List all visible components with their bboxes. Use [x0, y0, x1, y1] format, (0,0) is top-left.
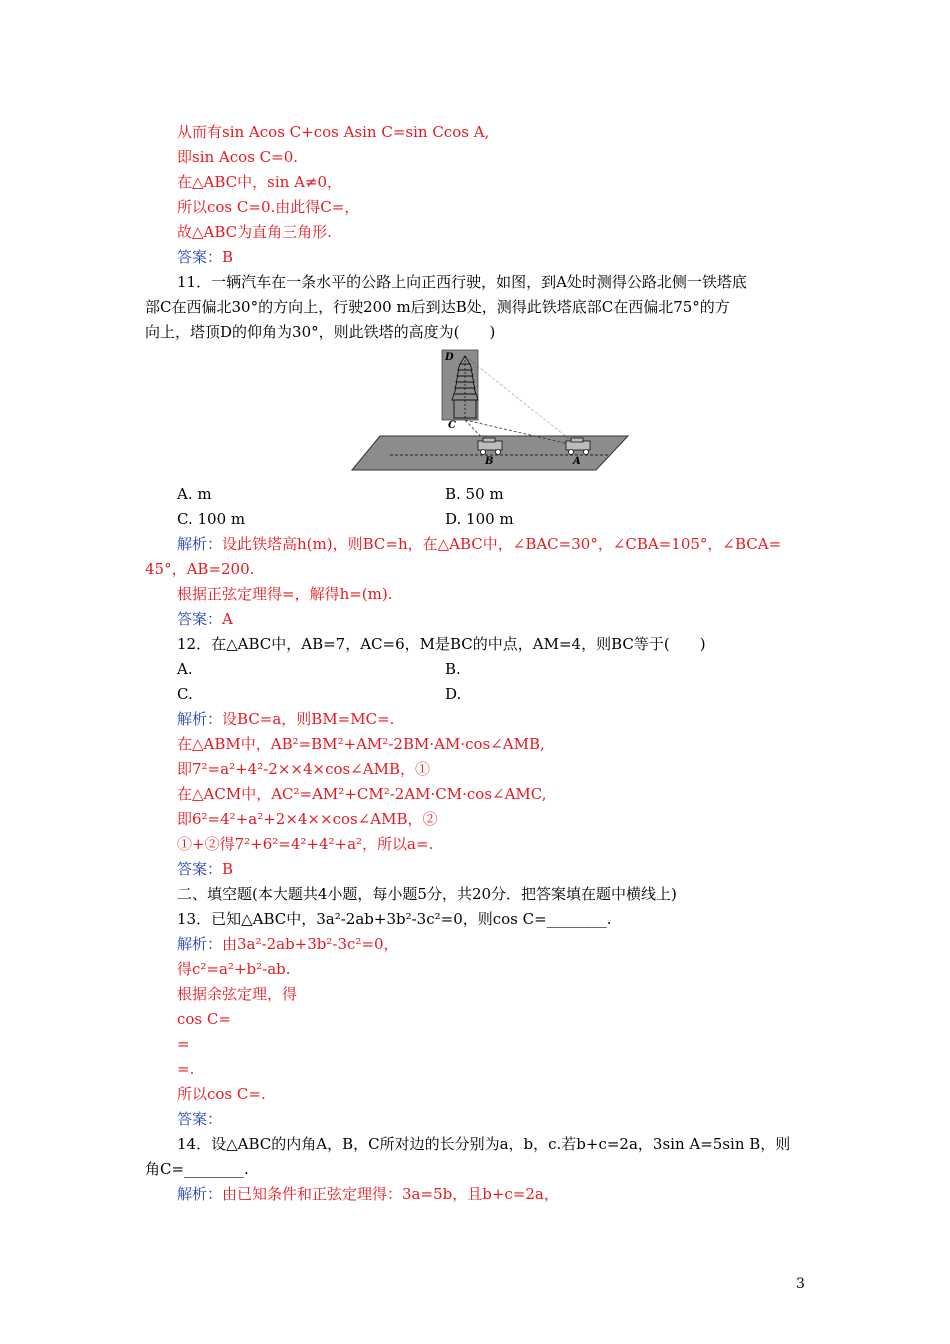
- text-line: [177, 509, 245, 529]
- text-line: [177, 784, 547, 804]
- text-line: [177, 659, 193, 679]
- answer-value: 设BC=a，则BM=MC=.: [222, 710, 395, 728]
- line-text: 即6²=4²+a²+2×4××cos∠AMB，②: [177, 810, 438, 828]
- text-line: [177, 684, 193, 704]
- text-line: [177, 759, 430, 779]
- text-line: [177, 222, 332, 242]
- text-line: [177, 122, 489, 142]
- line-text: A.: [177, 660, 193, 678]
- answer-value: B: [222, 248, 234, 266]
- answer-label: 解析：: [177, 710, 223, 728]
- answer-label: 解析：: [177, 1185, 223, 1203]
- line-text: 二、填空题(本大题共4小题，每小题5分，共20分．把答案填在题中横线上): [177, 885, 677, 903]
- line-text: 11．一辆汽车在一条水平的公路上向正西行驶，如图，到A处时测得公路北侧一铁塔底: [177, 273, 747, 291]
- label-b: B: [485, 456, 494, 467]
- answer-value: A: [222, 610, 233, 628]
- line-text: =.: [177, 1060, 195, 1078]
- text-line: [177, 584, 393, 604]
- text-line: [177, 1084, 266, 1104]
- line-text: D.: [445, 685, 462, 703]
- text-line: [445, 684, 461, 704]
- text-line: [177, 609, 233, 629]
- label-a: A: [573, 456, 581, 467]
- answer-label: 答案：: [177, 1110, 223, 1128]
- line-text: 根据正弦定理得=，解得h=(m).: [177, 585, 393, 603]
- text-line: [177, 172, 342, 192]
- text-line: [445, 509, 514, 529]
- line-text: C.: [177, 685, 193, 703]
- line-text: 在△ABC中，sin A≠0，: [177, 173, 343, 191]
- text-line: [145, 559, 254, 579]
- line-text: B.: [445, 660, 461, 678]
- line-text: 在△ABM中，AB²=BM²+AM²-2BM·AM·cos∠AMB,: [177, 735, 545, 753]
- text-line: [445, 484, 504, 504]
- line-text: cos C=: [177, 1010, 231, 1028]
- line-text: 从而有sin Acos C+cos Asin C=sin Ccos A,: [177, 123, 490, 141]
- line-text: 13．已知△ABC中，3a²-2ab+3b²-3c²=0，则cos C=________.: [177, 910, 612, 928]
- line-text: 故△ABC为直角三角形.: [177, 223, 332, 241]
- text-line: [177, 884, 677, 904]
- text-line: [177, 1134, 790, 1154]
- text-line: [177, 809, 437, 829]
- text-line: [177, 709, 394, 729]
- text-line: [145, 297, 730, 317]
- text-line: [177, 859, 233, 879]
- text-line: [177, 984, 297, 1004]
- line-text: 所以cos C=0.由此得C=，: [177, 198, 360, 216]
- text-line: [177, 934, 399, 954]
- text-line: [177, 1059, 194, 1079]
- line-text: A. m: [177, 485, 212, 503]
- text-line: [145, 322, 495, 342]
- page-number: 3: [796, 1276, 805, 1292]
- line-text: 部C在西偏北30°的方向上，行驶200 m后到达B处，测得此铁塔底部C在西偏北75°的方: [145, 298, 730, 316]
- sight-line-da: [465, 356, 578, 446]
- text-line: [177, 909, 611, 929]
- answer-label: 答案：: [177, 860, 223, 878]
- text-line: [177, 1109, 222, 1129]
- line-text: 在△ACM中，AC²=AM²+CM²-2AM·CM·cos∠AMC,: [177, 785, 547, 803]
- text-line: [445, 659, 461, 679]
- line-text: =: [177, 1035, 190, 1053]
- text-line: [177, 1184, 559, 1204]
- answer-label: 答案：: [177, 610, 223, 628]
- answer-value: B: [222, 860, 234, 878]
- text-line: [177, 272, 747, 292]
- line-text: 即sin Acos C=0.: [177, 148, 299, 166]
- answer-value: 由3a²-2ab+3b²-3c²=0，: [222, 935, 399, 953]
- text-line: [177, 197, 359, 217]
- label-c: C: [448, 420, 456, 431]
- line-text: 即7²=a²+4²-2××4×cos∠AMB，①: [177, 760, 430, 778]
- text-line: [177, 634, 706, 654]
- text-line: [177, 534, 781, 554]
- text-line: [177, 834, 433, 854]
- answer-label: 答案：: [177, 248, 223, 266]
- line-text: 根据余弦定理，得: [177, 985, 298, 1003]
- text-line: [145, 1159, 249, 1179]
- text-line: [177, 247, 233, 267]
- line-text: 45°，AB=200.: [145, 560, 255, 578]
- label-d: D: [445, 352, 454, 363]
- text-line: [177, 1009, 231, 1029]
- line-text: 14．设△ABC的内角A，B，C所对边的长分别为a，b，c.若b+c=2a，3sin A=5sin B，则: [177, 1135, 791, 1153]
- answer-label: 解析：: [177, 535, 223, 553]
- text-line: [177, 959, 291, 979]
- line-text: C. 100 m: [177, 510, 246, 528]
- text-line: [177, 147, 298, 167]
- line-text: ①+②得7²+6²=4²+4²+a²，所以a=.: [177, 835, 434, 853]
- text-line: [177, 1034, 190, 1054]
- answer-label: 解析：: [177, 935, 223, 953]
- text-line: [177, 484, 212, 504]
- line-text: 得c²=a²+b²-ab.: [177, 960, 291, 978]
- line-text: 向上，塔顶D的仰角为30°，则此铁塔的高度为( ): [145, 323, 496, 341]
- line-text: 所以cos C=.: [177, 1085, 266, 1103]
- text-line: [177, 734, 545, 754]
- answer-value: 设此铁塔高h(m)，则BC=h，在△ABC中，∠BAC=30°，∠CBA=105°，∠BCA=: [222, 535, 782, 553]
- line-text: D. 100 m: [445, 510, 514, 528]
- line-text: 12．在△ABC中，AB=7，AC=6，M是BC的中点，AM=4，则BC等于( ): [177, 635, 706, 653]
- answer-value: 由已知条件和正弦定理得：3a=5b，且b+c=2a，: [222, 1185, 559, 1203]
- tower-road-figure: [350, 348, 632, 472]
- line-text: 角C=________.: [145, 1160, 249, 1178]
- line-text: B. 50 m: [445, 485, 504, 503]
